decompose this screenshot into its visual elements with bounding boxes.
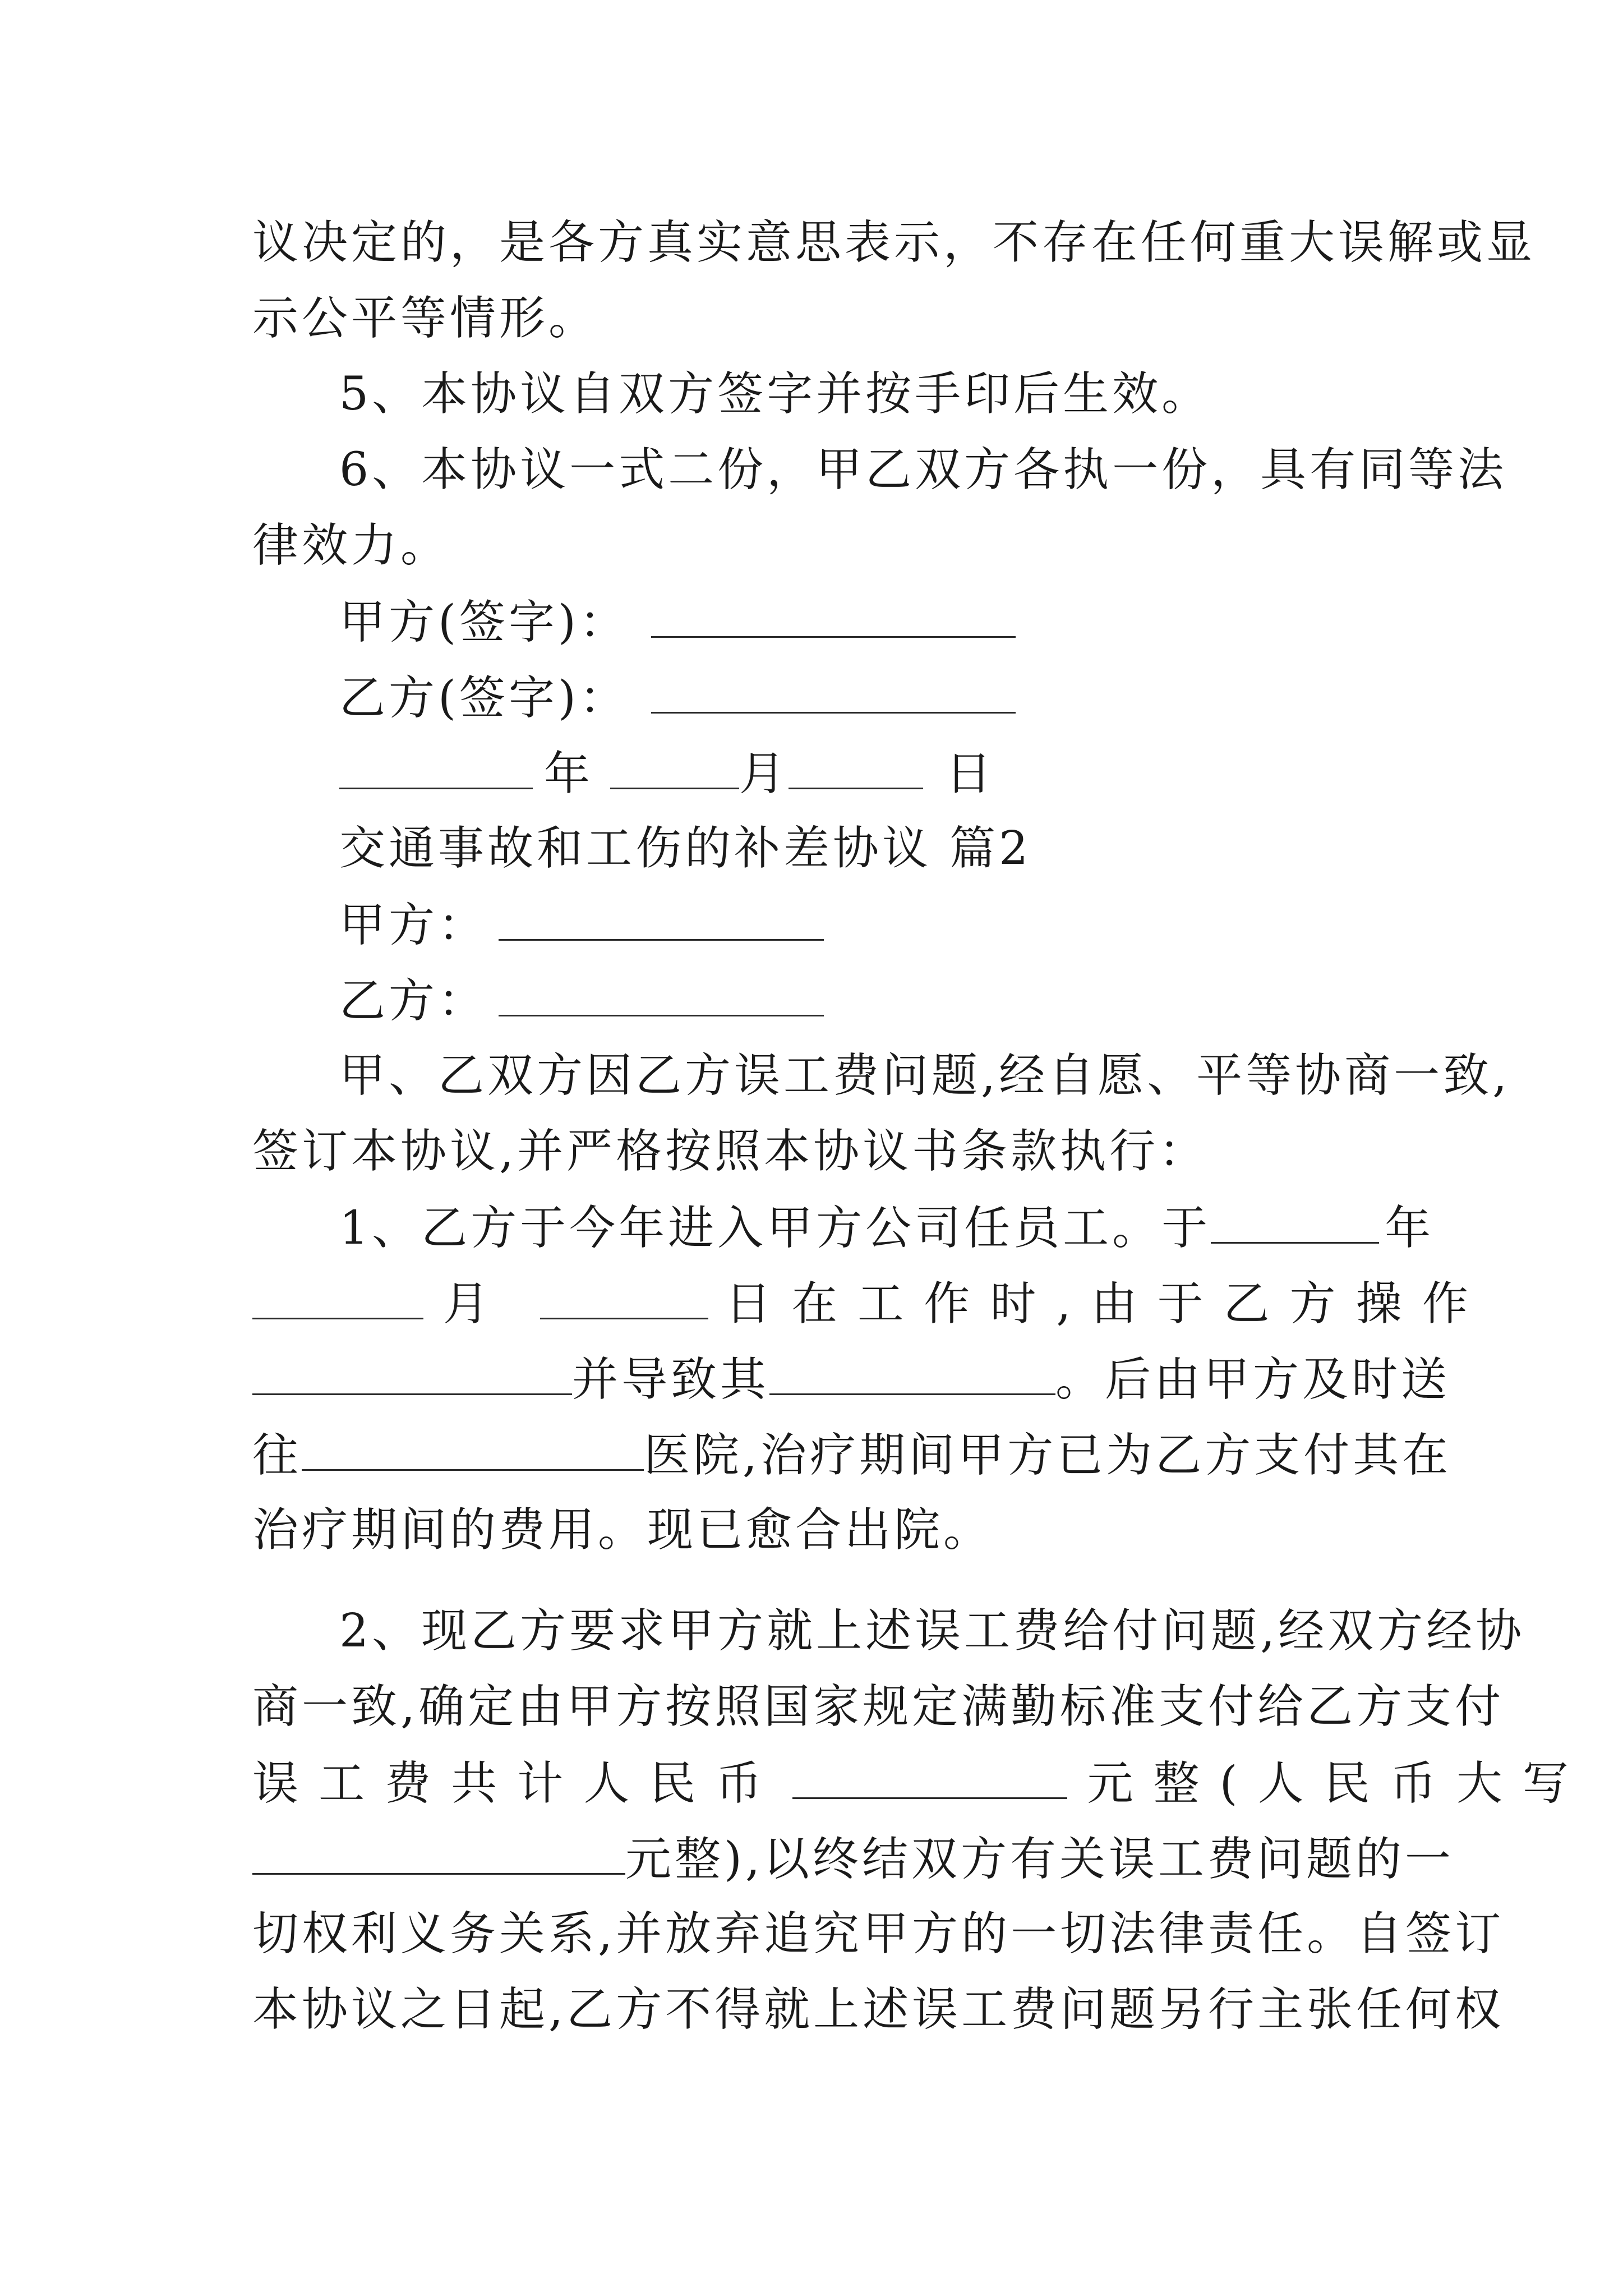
date-year-label: 年	[544, 747, 594, 800]
clause-6-line-2: 律效力。	[252, 519, 450, 572]
clause-5: 5、本协议自双方签字并按手印后生效。	[339, 367, 1211, 421]
clause-1-line-5: 治疗期间的费用。现已愈合出院。	[252, 1503, 993, 1557]
clause-1-operation-field	[252, 1351, 572, 1395]
clause-1-to-label: 往	[252, 1429, 302, 1482]
signature-party-b-field	[651, 669, 1016, 714]
clause-1-year-field	[1211, 1199, 1379, 1244]
section-title: 交通事故和工伤的补差协议 篇2	[339, 822, 1032, 875]
clause-1-line-4-text: 医院,治疗期间甲方已为乙方支付其在	[644, 1429, 1452, 1482]
date-year-field	[339, 745, 533, 789]
clause-1-hospital-field	[302, 1427, 644, 1471]
signature-party-b-label: 乙方(签字)：	[339, 671, 629, 725]
date-day-field	[789, 745, 923, 789]
clause-1-line-4	[252, 1427, 1452, 1484]
clause-2-line-3	[252, 1755, 1571, 1812]
party-a-label: 甲方：	[339, 899, 488, 952]
intro-line-2: 签订本协议,并严格按照本协议书条款执行：	[252, 1125, 1209, 1178]
clause-2-line-3-text: 元 整 ( 人 民 币 大 写	[1087, 1757, 1571, 1810]
clause-2-line-4	[252, 1830, 1455, 1888]
clause-1-line-2-text: 日 在 工 作 时 , 由 于 乙 方 操 作	[725, 1277, 1471, 1331]
clause-1-line-3	[252, 1351, 1451, 1408]
clause-2-amount-words-field	[252, 1830, 625, 1875]
clause-1-line-2	[252, 1275, 1471, 1332]
clause-2-line-6: 本协议之日起,乙方不得就上述误工费问题另行主张任何权	[252, 1983, 1505, 2036]
clause-2-line-1: 2、现乙方要求甲方就上述误工费给付问题,经双方经协	[339, 1604, 1525, 1658]
clause-1-text: 1、乙方于今年进入甲方公司任员工。于	[339, 1202, 1211, 1255]
intro-line-1: 甲、乙双方因乙方误工费问题,经自愿、平等协商一致,	[339, 1049, 1511, 1102]
signature-date	[339, 745, 1385, 802]
party-b-line	[339, 972, 1385, 1029]
clause-6-line-1: 6、本协议一式二份，甲乙双方各执一份，具有同等法	[339, 443, 1507, 496]
clause-2-amount-label: 误 工 费 共 计 人 民 币	[252, 1757, 765, 1810]
signature-party-b	[339, 669, 1385, 726]
signature-party-a	[339, 593, 1385, 651]
party-a-field	[499, 896, 824, 941]
date-day-label: 日	[946, 747, 995, 800]
clause-1-year-label: 年	[1385, 1202, 1435, 1255]
party-b-label: 乙方：	[339, 974, 488, 1028]
paragraph-line: 示公平等情形。	[252, 292, 598, 345]
clause-1-line-3-text: 。后由甲方及时送	[1055, 1353, 1451, 1406]
clause-1-day-field	[540, 1275, 708, 1319]
clause-1-injury-field	[769, 1351, 1055, 1395]
signature-party-a-label: 甲方(签字)：	[339, 596, 629, 649]
clause-1-month-label: 月	[443, 1277, 493, 1331]
clause-2-line-4-text: 元整),以终结双方有关误工费问题的一	[625, 1833, 1455, 1886]
date-month-field	[610, 745, 739, 789]
clause-1-result-label: 并导致其	[572, 1353, 770, 1406]
party-a-line	[339, 896, 1385, 954]
party-b-field	[499, 972, 824, 1016]
date-month-label: 月	[739, 747, 789, 800]
clause-2-amount-field	[792, 1755, 1067, 1799]
signature-party-a-field	[651, 593, 1016, 638]
clause-2-line-5: 切权利义务关系,并放弃追究甲方的一切法律责任。自签订	[252, 1907, 1505, 1961]
clause-1-month-field	[252, 1275, 423, 1319]
paragraph-line: 议决定的，是各方真实意思表示，不存在任何重大误解或显	[252, 216, 1536, 269]
clause-1-line-1	[339, 1199, 1435, 1257]
clause-2-line-2: 商一致,确定由甲方按照国家规定满勤标准支付给乙方支付	[252, 1680, 1505, 1733]
